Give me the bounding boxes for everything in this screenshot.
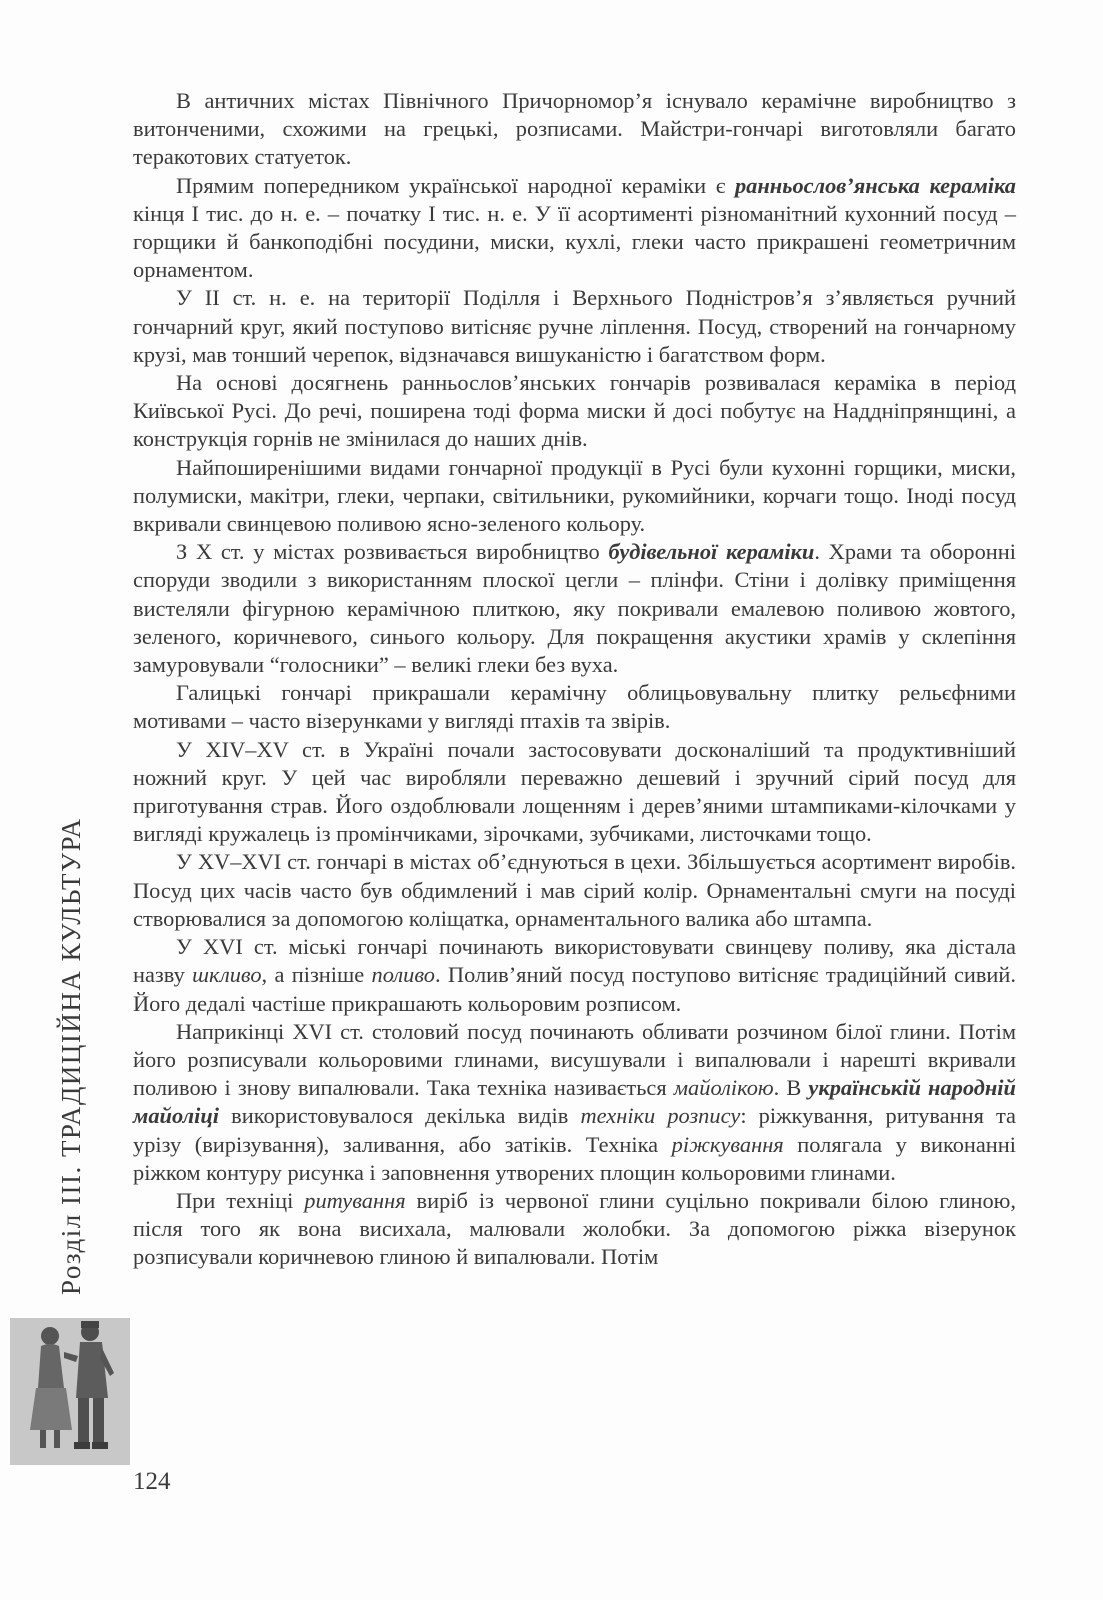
paragraph: У XVI ст. міські гончарі починають використовувати свинцеву поливу, яка дістала назву шкливо, а пізніше поливо. Полив’яний посуд поступово витісняє традиційний сивий. Його дедалі частіше прикрашають кольоровим розписом.	[133, 934, 1016, 1016]
body-text	[133, 87, 1016, 1272]
paragraph: На основі досягнень ранньослов’янських гончарів розвивалася кераміка в період Київської Русі. До речі, поширена тоді форма миски й досі побутує на Наддніпрянщині, а конструкція горнів не змінилася до наших днів.	[133, 370, 1016, 452]
paragraph: У XIV–XV ст. в Україні почали застосовувати досконаліший та продуктивніший ножний круг. У цей час виробляли переважно дешевий і зручний сірий посуд для приготування страв. Його оздоблювали лощенням і дерев’яними штампиками-кілочками у вигляді кружалець із промінчиками, зірочками, зубчиками, листочками тощо.	[133, 736, 1016, 847]
paragraph: При техніці ритування виріб із червоної глини суцільно покривали білою глиною, після того як вона висихала, малювали жолобки. За допомогою ріжка візерунок розписували коричневою глиною й випалювали. Потім	[133, 1187, 1017, 1270]
paragraph: З Х ст. у містах розвивається виробництво будівельної кераміки. Храми та оборонні споруди зводили з використанням плоскої цегли – плінфи. Стіни і долівку приміщення вистеляли фігурною керамічною плиткою, яку покривали емалевою поливою жовтого, зеленого, коричневого, синього кольору. Для покращення акустики храмів у склепіння замуровували “голосники” – великі глеки без вуха.	[133, 539, 1016, 678]
page-number: 124	[133, 1468, 171, 1495]
paragraph: У XV–XVI ст. гончарі в містах об’єднуються в цехи. Збільшується асортимент виробів. Посуд цих часів часто був обдимлений і мав сірий колір. Орнаментальні смуги на посуді створювалися за допомогою коліщатка, орнаментального валика або штампа.	[133, 849, 1016, 931]
paragraph: У ІІ ст. н. е. на території Поділля і Верхнього Подністров’я з’являється ручний гончарний круг, який поступово витісняє ручне ліплення. Посуд, створений на гончарному крузі, мав тонший черепок, відзначався вишуканістю і багатством форм.	[133, 285, 1016, 367]
section-title: Розділ ІІІ. ТРАДИЦІЙНА КУЛЬТУРА	[56, 817, 86, 1295]
paragraph: Найпоширенішими видами гончарної продукції в Русі були кухонні горщики, миски, полумиски, макітри, глеки, черпаки, світильники, рукомийники, корчаги тощо. Іноді посуд вкривали свинцевою поливою ясно-зеленого кольору.	[133, 454, 1016, 537]
paragraph: Наприкінці XVI ст. столовий посуд починають обливати розчином білої глини. Потім його розписували кольоровими глинами, висушували і випалювали і нарешті вкривали поливою і знову випалювали. Така техніка називається майолікою. В українській народній майоліці використовувалося декілька видів техніки розпису: ріжкування, ритування та урізу (вирізування), заливання, або затіків. Техніка ріжкування полягала у виконанні ріжком контуру рисунка і заповнення утворених площин кольоровими глинами.	[133, 1018, 1017, 1185]
paragraph: В античних містах Північного Причорномор’я існувало керамічне виробництво з витонченими, схожими на грецькі, розписами. Майстри-гончарі виготовляли багато теракотових статуеток.	[133, 88, 1016, 170]
paragraph: Прямим попередником української народної кераміки є ранньослов’янська кераміка кінця І тис. до н. е. – початку І тис. н. е. У її асортименті різноманітний кухонний посуд – горщики й банкоподібні посудини, миски, кухлі, глеки часто прикрашені геометричним орнаментом.	[133, 172, 1017, 283]
folk-figures-illustration	[10, 1318, 130, 1465]
paragraph: Галицькі гончарі прикрашали керамічну облицьовувальну плитку рельєфними мотивами – часто візерунками у вигляді птахів та звірів.	[133, 680, 1016, 734]
folk-figures-icon	[10, 1318, 130, 1465]
